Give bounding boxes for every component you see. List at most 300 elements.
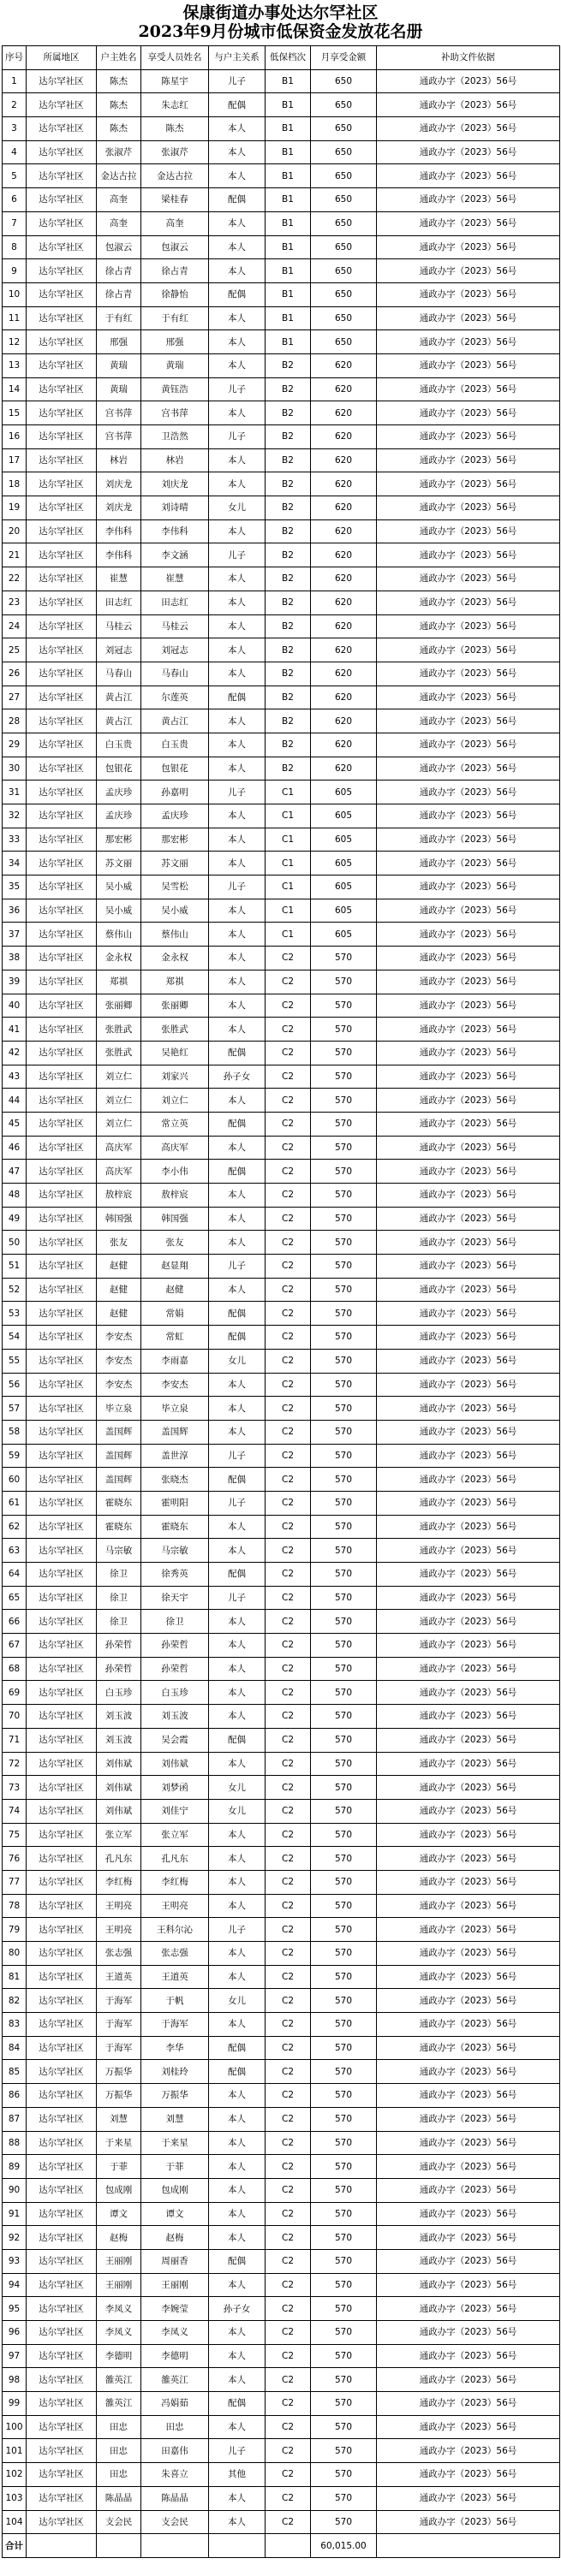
table-row xyxy=(3,1918,560,1942)
row-document: 通政办字（2023）56号 xyxy=(377,1799,560,1823)
row-amount: 570 xyxy=(311,1065,377,1089)
row-beneficiary: 霍晓东 xyxy=(141,1515,209,1539)
row-relation: 本人 xyxy=(209,567,266,591)
row-grade: C2 xyxy=(266,970,311,994)
row-amount: 620 xyxy=(311,472,377,496)
row-household-head: 刘冠志 xyxy=(97,638,141,662)
row-grade: C2 xyxy=(266,1870,311,1894)
row-household-head: 韩国强 xyxy=(97,1207,141,1231)
row-document: 通政办字（2023）56号 xyxy=(377,1776,560,1800)
table-row xyxy=(3,401,560,425)
table-row xyxy=(3,1112,560,1136)
row-beneficiary: 崔慧 xyxy=(141,567,209,591)
row-grade: C2 xyxy=(266,2178,311,2202)
row-document: 通政办字（2023）56号 xyxy=(377,2439,560,2463)
table-row xyxy=(3,1160,560,1184)
row-grade: C2 xyxy=(266,2297,311,2321)
row-amount: 650 xyxy=(311,306,377,330)
row-relation: 本人 xyxy=(209,947,266,970)
header-cell: 月享受金额 xyxy=(311,46,377,70)
row-household-head: 白玉贵 xyxy=(97,733,141,757)
row-grade: C2 xyxy=(266,1302,311,1326)
row-relation: 配偶 xyxy=(209,2036,266,2060)
row-grade: C2 xyxy=(266,2060,311,2084)
row-relation: 本人 xyxy=(209,1515,266,1539)
table-row xyxy=(3,1278,560,1302)
row-document: 通政办字（2023）56号 xyxy=(377,2202,560,2226)
row-household-head: 于海军 xyxy=(97,1989,141,2013)
row-document: 通政办字（2023）56号 xyxy=(377,1681,560,1705)
row-index: 48 xyxy=(3,1184,27,1208)
row-document: 通政办字（2023）56号 xyxy=(377,259,560,283)
row-document: 通政办字（2023）56号 xyxy=(377,1326,560,1350)
table-row xyxy=(3,1397,560,1421)
row-amount: 570 xyxy=(311,1231,377,1255)
row-household-head: 李安杰 xyxy=(97,1373,141,1397)
row-household-head: 田忠 xyxy=(97,2463,141,2487)
row-index: 35 xyxy=(3,875,27,899)
row-household-head: 张志强 xyxy=(97,1942,141,1966)
row-beneficiary: 吴艳红 xyxy=(141,1041,209,1065)
row-index: 22 xyxy=(3,567,27,591)
row-beneficiary: 包银花 xyxy=(141,757,209,781)
row-amount: 570 xyxy=(311,2226,377,2250)
row-grade: C2 xyxy=(266,1349,311,1373)
row-relation: 本人 xyxy=(209,235,266,259)
total-cell-empty xyxy=(377,2534,560,2558)
row-district: 达尔罕社区 xyxy=(27,2463,97,2487)
row-household-head: 邢强 xyxy=(97,330,141,354)
header-cell: 补助文件依据 xyxy=(377,46,560,70)
row-grade: B1 xyxy=(266,211,311,235)
row-document: 通政办字（2023）56号 xyxy=(377,1823,560,1847)
row-index: 40 xyxy=(3,994,27,1018)
row-beneficiary: 徐卫 xyxy=(141,1610,209,1634)
row-relation: 配偶 xyxy=(209,282,266,306)
table-row xyxy=(3,2155,560,2179)
row-relation: 本人 xyxy=(209,1397,266,1421)
row-document: 通政办字（2023）56号 xyxy=(377,1065,560,1089)
row-grade: C2 xyxy=(266,1184,311,1208)
row-district: 达尔罕社区 xyxy=(27,2321,97,2345)
table-row xyxy=(3,923,560,947)
row-beneficiary: 刘家兴 xyxy=(141,1065,209,1089)
row-amount: 620 xyxy=(311,638,377,662)
table-row xyxy=(3,306,560,330)
table-row xyxy=(3,1018,560,1042)
row-relation: 本人 xyxy=(209,1705,266,1729)
row-amount: 570 xyxy=(311,2463,377,2487)
total-cell-empty xyxy=(141,2534,209,2558)
row-beneficiary: 黄占江 xyxy=(141,709,209,733)
table-row xyxy=(3,2415,560,2439)
row-household-head: 孙荣哲 xyxy=(97,1634,141,1658)
row-document: 通政办字（2023）56号 xyxy=(377,2249,560,2273)
table-header-row xyxy=(3,46,560,70)
row-district: 达尔罕社区 xyxy=(27,2273,97,2297)
row-relation: 本人 xyxy=(209,1847,266,1871)
row-district: 达尔罕社区 xyxy=(27,757,97,781)
table-row xyxy=(3,662,560,686)
row-district: 达尔罕社区 xyxy=(27,1610,97,1634)
table-row xyxy=(3,2321,560,2345)
row-index: 62 xyxy=(3,1515,27,1539)
row-district: 达尔罕社区 xyxy=(27,1302,97,1326)
row-beneficiary: 刘梦函 xyxy=(141,1776,209,1800)
table-row xyxy=(3,2084,560,2108)
row-district: 达尔罕社区 xyxy=(27,1160,97,1184)
row-amount: 570 xyxy=(311,1894,377,1918)
row-document: 通政办字（2023）56号 xyxy=(377,1610,560,1634)
row-document: 通政办字（2023）56号 xyxy=(377,2226,560,2250)
table-row xyxy=(3,448,560,472)
row-amount: 570 xyxy=(311,1563,377,1587)
row-relation: 儿子 xyxy=(209,1491,266,1515)
row-district: 达尔罕社区 xyxy=(27,1420,97,1444)
row-district: 达尔罕社区 xyxy=(27,994,97,1018)
table-row xyxy=(3,994,560,1018)
row-beneficiary: 朱喜立 xyxy=(141,2463,209,2487)
row-district: 达尔罕社区 xyxy=(27,2178,97,2202)
table-row xyxy=(3,1491,560,1515)
row-beneficiary: 刘慧 xyxy=(141,2107,209,2131)
row-beneficiary: 韩国强 xyxy=(141,1207,209,1231)
row-index: 25 xyxy=(3,638,27,662)
row-index: 73 xyxy=(3,1776,27,1800)
row-index: 47 xyxy=(3,1160,27,1184)
row-district: 达尔罕社区 xyxy=(27,709,97,733)
row-index: 16 xyxy=(3,425,27,449)
table-row xyxy=(3,117,560,141)
row-district: 达尔罕社区 xyxy=(27,1255,97,1279)
row-amount: 570 xyxy=(311,1918,377,1942)
header-cell: 低保档次 xyxy=(266,46,311,70)
row-amount: 605 xyxy=(311,899,377,923)
row-district: 达尔罕社区 xyxy=(27,1799,97,1823)
row-household-head: 敖梓宸 xyxy=(97,1184,141,1208)
row-index: 50 xyxy=(3,1231,27,1255)
row-district: 达尔罕社区 xyxy=(27,567,97,591)
row-document: 通政办字（2023）56号 xyxy=(377,709,560,733)
row-household-head: 霍晓东 xyxy=(97,1491,141,1515)
row-district: 达尔罕社区 xyxy=(27,638,97,662)
table-row xyxy=(3,2368,560,2392)
table-row xyxy=(3,1373,560,1397)
row-district: 达尔罕社区 xyxy=(27,852,97,875)
row-district: 达尔罕社区 xyxy=(27,2202,97,2226)
row-relation: 本人 xyxy=(209,899,266,923)
row-amount: 570 xyxy=(311,1468,377,1492)
row-relation: 本人 xyxy=(209,1657,266,1681)
table-body xyxy=(3,69,560,2534)
row-document: 通政办字（2023）56号 xyxy=(377,686,560,709)
row-district: 达尔罕社区 xyxy=(27,2344,97,2368)
row-amount: 570 xyxy=(311,1136,377,1160)
row-district: 达尔罕社区 xyxy=(27,2510,97,2534)
row-beneficiary: 李凤义 xyxy=(141,2321,209,2345)
row-relation: 本人 xyxy=(209,117,266,141)
row-grade: B2 xyxy=(266,733,311,757)
row-amount: 570 xyxy=(311,2510,377,2534)
row-household-head: 王道英 xyxy=(97,1965,141,1989)
row-amount: 570 xyxy=(311,2392,377,2416)
row-district: 达尔罕社区 xyxy=(27,1965,97,1989)
row-district: 达尔罕社区 xyxy=(27,1728,97,1752)
row-index: 91 xyxy=(3,2202,27,2226)
row-relation: 本人 xyxy=(209,852,266,875)
row-beneficiary: 张胜武 xyxy=(141,1018,209,1042)
row-relation: 儿子 xyxy=(209,377,266,401)
row-index: 65 xyxy=(3,1586,27,1610)
row-amount: 570 xyxy=(311,2321,377,2345)
row-relation: 本人 xyxy=(209,401,266,425)
row-district: 达尔罕社区 xyxy=(27,377,97,401)
row-document: 通政办字（2023）56号 xyxy=(377,1870,560,1894)
row-index: 88 xyxy=(3,2131,27,2155)
row-beneficiary: 包淑云 xyxy=(141,235,209,259)
row-relation: 本人 xyxy=(209,2273,266,2297)
row-relation: 本人 xyxy=(209,306,266,330)
row-amount: 570 xyxy=(311,2131,377,2155)
row-amount: 570 xyxy=(311,1610,377,1634)
row-beneficiary: 马桂云 xyxy=(141,614,209,638)
total-label: 合计 xyxy=(3,2534,27,2558)
row-beneficiary: 宫书萍 xyxy=(141,401,209,425)
row-district: 达尔罕社区 xyxy=(27,1184,97,1208)
row-document: 通政办字（2023）56号 xyxy=(377,1563,560,1587)
row-grade: C2 xyxy=(266,2249,311,2273)
row-household-head: 崔慧 xyxy=(97,567,141,591)
row-relation: 本人 xyxy=(209,2486,266,2510)
row-household-head: 刘伟斌 xyxy=(97,1799,141,1823)
row-grade: C2 xyxy=(266,1089,311,1113)
row-beneficiary: 刘桂玲 xyxy=(141,2060,209,2084)
row-household-head: 陈杰 xyxy=(97,117,141,141)
row-district: 达尔罕社区 xyxy=(27,1752,97,1776)
row-beneficiary: 王丽刚 xyxy=(141,2273,209,2297)
table-row xyxy=(3,140,560,164)
table-row xyxy=(3,1255,560,1279)
row-document: 通政办字（2023）56号 xyxy=(377,1491,560,1515)
row-beneficiary: 张友 xyxy=(141,1231,209,1255)
row-relation: 本人 xyxy=(209,140,266,164)
row-index: 23 xyxy=(3,591,27,614)
row-index: 46 xyxy=(3,1136,27,1160)
row-beneficiary: 蔡伟山 xyxy=(141,923,209,947)
row-grade: C2 xyxy=(266,2226,311,2250)
row-document: 通政办字（2023）56号 xyxy=(377,2321,560,2345)
row-beneficiary: 于海军 xyxy=(141,2013,209,2037)
row-beneficiary: 常虹 xyxy=(141,1326,209,1350)
row-amount: 570 xyxy=(311,2060,377,2084)
row-amount: 620 xyxy=(311,591,377,614)
row-grade: C2 xyxy=(266,2131,311,2155)
row-grade: B2 xyxy=(266,638,311,662)
row-document: 通政办字（2023）56号 xyxy=(377,211,560,235)
row-amount: 570 xyxy=(311,2013,377,2037)
row-amount: 570 xyxy=(311,1681,377,1705)
row-index: 18 xyxy=(3,472,27,496)
row-amount: 570 xyxy=(311,2202,377,2226)
row-relation: 本人 xyxy=(209,1610,266,1634)
row-grade: C2 xyxy=(266,2155,311,2179)
row-beneficiary: 敖梓宸 xyxy=(141,1184,209,1208)
row-amount: 605 xyxy=(311,828,377,852)
row-amount: 570 xyxy=(311,994,377,1018)
row-grade: B2 xyxy=(266,543,311,567)
row-index: 102 xyxy=(3,2463,27,2487)
row-index: 100 xyxy=(3,2415,27,2439)
row-grade: C2 xyxy=(266,1255,311,1279)
row-household-head: 刘伟斌 xyxy=(97,1776,141,1800)
row-relation: 女儿 xyxy=(209,496,266,520)
table-row xyxy=(3,1870,560,1894)
row-beneficiary: 金达古拉 xyxy=(141,164,209,188)
row-relation: 配偶 xyxy=(209,1041,266,1065)
row-document: 通政办字（2023）56号 xyxy=(377,1349,560,1373)
row-beneficiary: 张立军 xyxy=(141,1823,209,1847)
row-household-head: 谭文 xyxy=(97,2202,141,2226)
table-row xyxy=(3,2131,560,2155)
row-document: 通政办字（2023）56号 xyxy=(377,1041,560,1065)
row-document: 通政办字（2023）56号 xyxy=(377,1136,560,1160)
row-district: 达尔罕社区 xyxy=(27,1373,97,1397)
row-grade: B1 xyxy=(266,188,311,212)
row-document: 通政办字（2023）56号 xyxy=(377,1397,560,1421)
row-grade: C2 xyxy=(266,1894,311,1918)
row-index: 101 xyxy=(3,2439,27,2463)
row-grade: C2 xyxy=(266,1942,311,1966)
row-beneficiary: 徐天宇 xyxy=(141,1586,209,1610)
row-relation: 本人 xyxy=(209,1870,266,1894)
row-household-head: 包银花 xyxy=(97,757,141,781)
row-amount: 570 xyxy=(311,1776,377,1800)
row-household-head: 赵健 xyxy=(97,1278,141,1302)
row-relation: 儿子 xyxy=(209,1586,266,1610)
row-district: 达尔罕社区 xyxy=(27,1657,97,1681)
row-household-head: 马桂云 xyxy=(97,614,141,638)
row-relation: 本人 xyxy=(209,1942,266,1966)
row-document: 通政办字（2023）56号 xyxy=(377,1989,560,2013)
row-district: 达尔罕社区 xyxy=(27,425,97,449)
row-amount: 620 xyxy=(311,543,377,567)
table-row xyxy=(3,1207,560,1231)
table-row xyxy=(3,1894,560,1918)
row-document: 通政办字（2023）56号 xyxy=(377,1965,560,1989)
row-beneficiary: 黄钰浩 xyxy=(141,377,209,401)
row-district: 达尔罕社区 xyxy=(27,1776,97,1800)
row-grade: C2 xyxy=(266,2344,311,2368)
table-row xyxy=(3,1586,560,1610)
row-household-head: 于来星 xyxy=(97,2131,141,2155)
row-grade: C2 xyxy=(266,1136,311,1160)
row-document: 通政办字（2023）56号 xyxy=(377,1918,560,1942)
row-document: 通政办字（2023）56号 xyxy=(377,2178,560,2202)
row-beneficiary: 郑祺 xyxy=(141,970,209,994)
row-district: 达尔罕社区 xyxy=(27,543,97,567)
row-household-head: 王丽刚 xyxy=(97,2273,141,2297)
row-grade: C2 xyxy=(266,1586,311,1610)
row-household-head: 张胜武 xyxy=(97,1018,141,1042)
row-document: 通政办字（2023）56号 xyxy=(377,1942,560,1966)
row-household-head: 刘玉波 xyxy=(97,1728,141,1752)
row-beneficiary: 常立英 xyxy=(141,1112,209,1136)
header-cell: 所属地区 xyxy=(27,46,97,70)
table-row xyxy=(3,2249,560,2273)
row-beneficiary: 刘伟斌 xyxy=(141,1752,209,1776)
table-row xyxy=(3,757,560,781)
table-row xyxy=(3,472,560,496)
row-relation: 儿子 xyxy=(209,875,266,899)
row-district: 达尔罕社区 xyxy=(27,899,97,923)
row-district: 达尔罕社区 xyxy=(27,1894,97,1918)
table-row xyxy=(3,899,560,923)
row-document: 通政办字（2023）56号 xyxy=(377,781,560,804)
row-index: 42 xyxy=(3,1041,27,1065)
row-district: 达尔罕社区 xyxy=(27,235,97,259)
row-index: 51 xyxy=(3,1255,27,1279)
row-household-head: 金达古拉 xyxy=(97,164,141,188)
row-district: 达尔罕社区 xyxy=(27,1018,97,1042)
row-index: 3 xyxy=(3,117,27,141)
row-document: 通政办字（2023）56号 xyxy=(377,1752,560,1776)
row-index: 104 xyxy=(3,2510,27,2534)
table-row xyxy=(3,709,560,733)
row-beneficiary: 田嘉伟 xyxy=(141,2439,209,2463)
table-row xyxy=(3,330,560,354)
row-relation: 配偶 xyxy=(209,1112,266,1136)
table-row xyxy=(3,2297,560,2321)
row-district: 达尔罕社区 xyxy=(27,1041,97,1065)
row-amount: 620 xyxy=(311,686,377,709)
row-district: 达尔罕社区 xyxy=(27,2486,97,2510)
row-district: 达尔罕社区 xyxy=(27,2226,97,2250)
row-district: 达尔罕社区 xyxy=(27,1089,97,1113)
row-amount: 650 xyxy=(311,330,377,354)
table-row xyxy=(3,282,560,306)
row-amount: 570 xyxy=(311,1539,377,1563)
row-relation: 儿子 xyxy=(209,2439,266,2463)
row-household-head: 孟庆珍 xyxy=(97,804,141,828)
row-amount: 570 xyxy=(311,2415,377,2439)
row-index: 99 xyxy=(3,2392,27,2416)
row-index: 59 xyxy=(3,1444,27,1468)
row-district: 达尔罕社区 xyxy=(27,828,97,852)
row-document: 通政办字（2023）56号 xyxy=(377,1207,560,1231)
row-index: 56 xyxy=(3,1373,27,1397)
row-document: 通政办字（2023）56号 xyxy=(377,2060,560,2084)
row-beneficiary: 孙嘉明 xyxy=(141,781,209,804)
row-grade: B1 xyxy=(266,117,311,141)
row-index: 55 xyxy=(3,1349,27,1373)
row-household-head: 张淑芹 xyxy=(97,140,141,164)
row-grade: C2 xyxy=(266,2486,311,2510)
row-household-head: 苏文丽 xyxy=(97,852,141,875)
row-relation: 本人 xyxy=(209,353,266,377)
row-beneficiary: 盖国辉 xyxy=(141,1420,209,1444)
table-row xyxy=(3,1539,560,1563)
row-household-head: 徐卫 xyxy=(97,1586,141,1610)
row-relation: 本人 xyxy=(209,2155,266,2179)
table-row xyxy=(3,1468,560,1492)
row-document: 通政办字（2023）56号 xyxy=(377,1184,560,1208)
row-index: 63 xyxy=(3,1539,27,1563)
row-document: 通政办字（2023）56号 xyxy=(377,2392,560,2416)
row-household-head: 盖国辉 xyxy=(97,1420,141,1444)
row-household-head: 徐占青 xyxy=(97,259,141,283)
row-beneficiary: 霍明阳 xyxy=(141,1491,209,1515)
row-beneficiary: 陈杰 xyxy=(141,117,209,141)
